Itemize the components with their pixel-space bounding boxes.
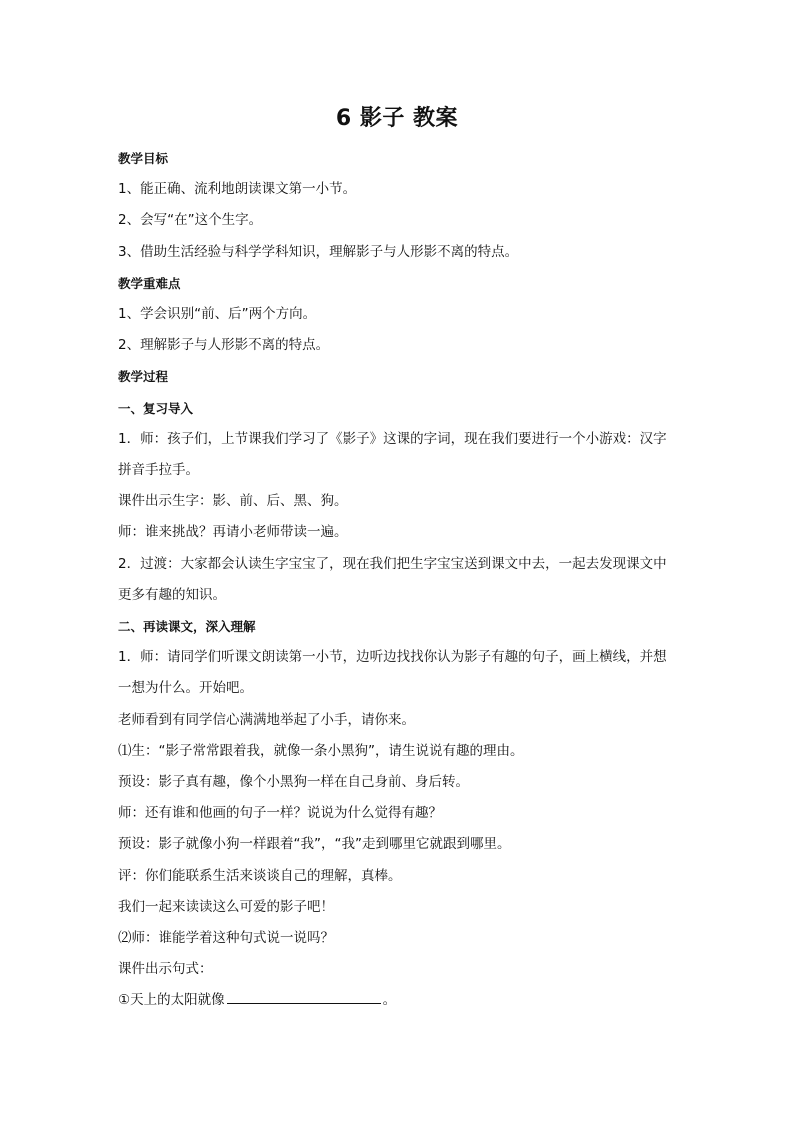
key-point-item: 1、学会识别“前、后”两个方向。 xyxy=(118,306,317,323)
process-heading: 教学过程 xyxy=(118,369,169,385)
paragraph: 课件出示句式： xyxy=(118,961,213,978)
page-title: 6 影子 教案 xyxy=(335,106,459,131)
key-point-item: 2、理解影子与人形影不离的特点。 xyxy=(118,337,330,354)
objective-item: 3、借助生活经验与科学学科知识，理解影子与人形影不离的特点。 xyxy=(118,243,519,260)
objective-item: 2、会写“在”这个生字。 xyxy=(118,212,263,229)
paragraph: 评：你们能联系生活来谈谈自己的理解，真棒。 xyxy=(118,867,402,884)
paragraph: 1．师：孩子们，上节课我们学习了《影子》这课的字词，现在我们要进行一个小游戏：汉字拼音手拉手。 xyxy=(118,430,667,479)
paragraph: ⑴生：“影子常常跟着我，就像一条小黑狗”，请生说说有趣的理由。 xyxy=(118,742,524,759)
paragraph: 预设：影子就像小狗一样跟着“我”，“我”走到哪里它就跟到哪里。 xyxy=(118,836,511,853)
document-body xyxy=(118,143,678,1017)
exercise-prefix: ①天上的太阳就像 xyxy=(118,992,225,1009)
part1-heading: 一、复习导入 xyxy=(118,400,194,416)
paragraph: ⑵师：谁能学着这种句式说一说吗？ xyxy=(118,930,334,947)
key-points-heading: 教学重难点 xyxy=(118,275,181,291)
exercise-suffix: 。 xyxy=(382,992,397,1009)
paragraph: 我们一起来读读这么可爱的影子吧！ xyxy=(118,898,334,915)
paragraph: 师：还有谁和他画的句子一样？说说为什么觉得有趣？ xyxy=(118,805,442,822)
exercise-line xyxy=(118,985,678,1016)
paragraph: 2．过渡：大家都会认读生字宝宝了，现在我们把生字宝宝送到课文中去，一起去发现课文中更多有趣的知识。 xyxy=(118,555,667,603)
objectives-heading: 教学目标 xyxy=(118,151,169,166)
part2-heading: 二、再读课文，深入理解 xyxy=(118,619,256,635)
paragraph: 1．师：请同学们听课文朗读第一小节，边听边找找你认为影子有趣的句子，画上横线，并想一想为什么。开始吧。 xyxy=(118,649,667,697)
paragraph: 预设：影子真有趣，像个小黑狗一样在自己身前、身后转。 xyxy=(118,774,469,791)
fill-in-blank xyxy=(227,989,381,1004)
objective-item: 1、能正确、流利地朗读课文第一小节。 xyxy=(118,181,357,198)
paragraph: 老师看到有同学信心满满地举起了小手，请你来。 xyxy=(118,711,415,728)
paragraph: 师：谁来挑战？再请小老师带读一遍。 xyxy=(118,524,348,541)
paragraph: 课件出示生字：影、前、后、黑、狗。 xyxy=(118,493,348,510)
